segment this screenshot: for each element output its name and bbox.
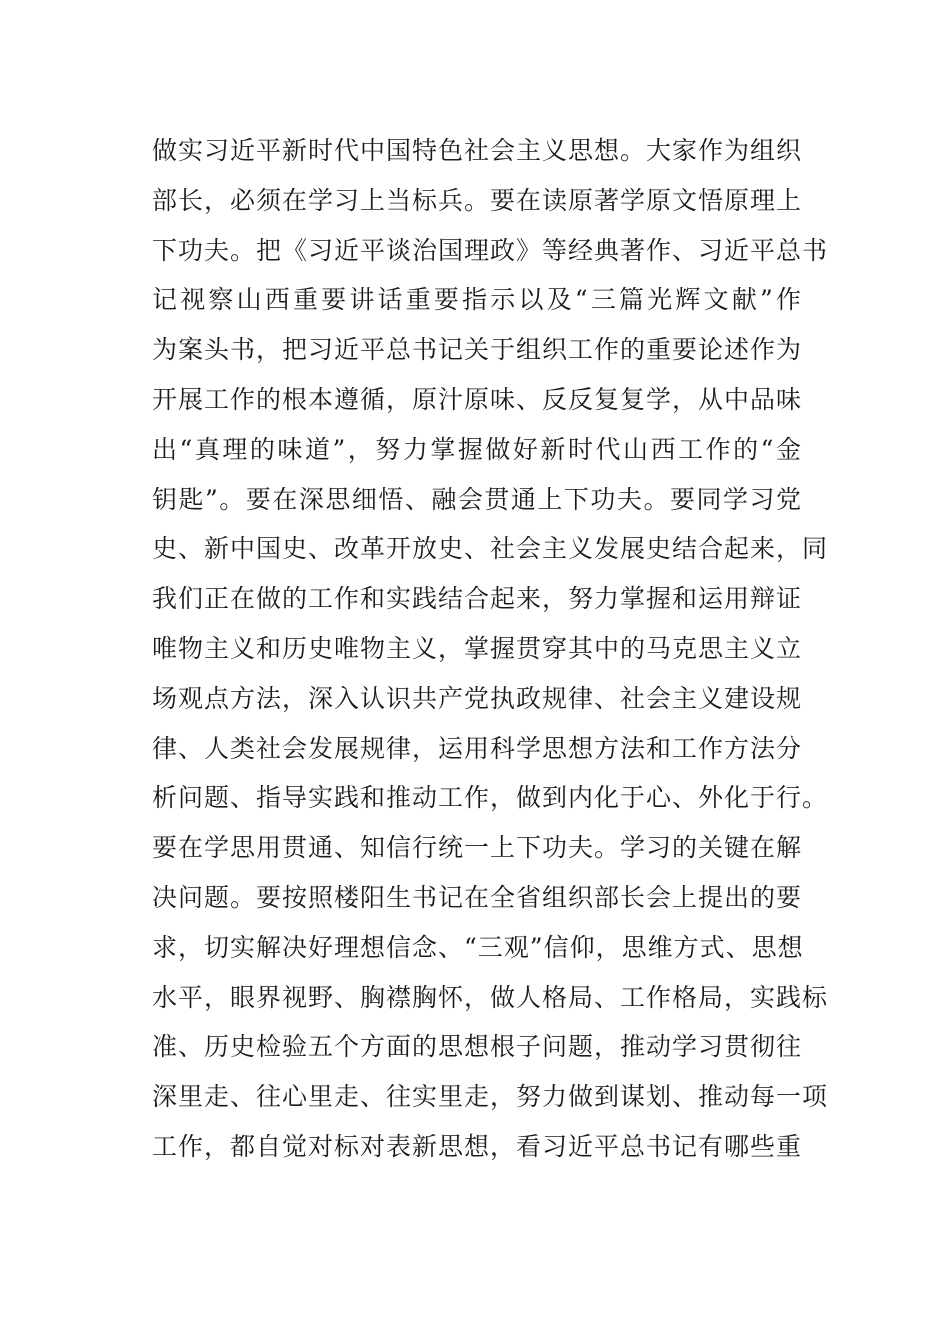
text-line: 准、历史检验五个方面的思想根子问题，推动学习贯彻往 <box>152 1032 803 1062</box>
text-line: 开展工作的根本遵循，原汁原味、反反复复学，从中品味 <box>152 384 803 414</box>
text-line: 记视察山西重要讲话重要指示以及“三篇光辉文献”作 <box>152 285 802 315</box>
text-line: 深里走、往心里走、往实里走，努力做到谋划、推动每一项 <box>152 1082 829 1112</box>
text-line: 出“真理的味道”，努力掌握做好新时代山西工作的“金 <box>152 434 802 464</box>
text-line: 要在学思用贯通、知信行统一上下功夫。学习的关键在解 <box>152 833 803 863</box>
text-line: 决问题。要按照楼阳生书记在全省组织部长会上提出的要 <box>152 882 803 912</box>
text-line: 下功夫。把《习近平谈治国理政》等经典著作、习近平总书 <box>152 235 829 265</box>
text-line: 律、人类社会发展规律，运用科学思想方法和工作方法分 <box>152 733 803 763</box>
text-line: 做实习近平新时代中国特色社会主义思想。大家作为组织 <box>152 136 803 165</box>
text-line: 求，切实解决好理想信念、“三观”信仰，思维方式、思想 <box>152 932 804 962</box>
text-line: 部长，必须在学习上当标兵。要在读原著学原文悟原理上 <box>152 185 803 215</box>
text-line: 为案头书，把习近平总书记关于组织工作的重要论述作为 <box>152 335 803 365</box>
text-line: 钥匙”。要在深思细悟、融会贯通上下功夫。要同学习党 <box>152 484 802 514</box>
text-line: 史、新中国史、改革开放史、社会主义发展史结合起来，同 <box>152 534 829 564</box>
text-line: 我们正在做的工作和实践结合起来，努力掌握和运用辩证 <box>152 584 803 614</box>
text-line: 析问题、指导实践和推动工作，做到内化于心、外化于行。 <box>152 783 829 813</box>
text-line: 场观点方法，深入认识共产党执政规律、社会主义建设规 <box>152 683 803 713</box>
text-line: 工作，都自觉对标对表新思想，看习近平总书记有哪些重 <box>152 1131 803 1161</box>
text-line: 唯物主义和历史唯物主义，掌握贯穿其中的马克思主义立 <box>152 633 803 663</box>
text-line: 水平，眼界视野、胸襟胸怀，做人格局、工作格局，实践标 <box>152 982 829 1012</box>
body-paragraph <box>152 126 829 1172</box>
